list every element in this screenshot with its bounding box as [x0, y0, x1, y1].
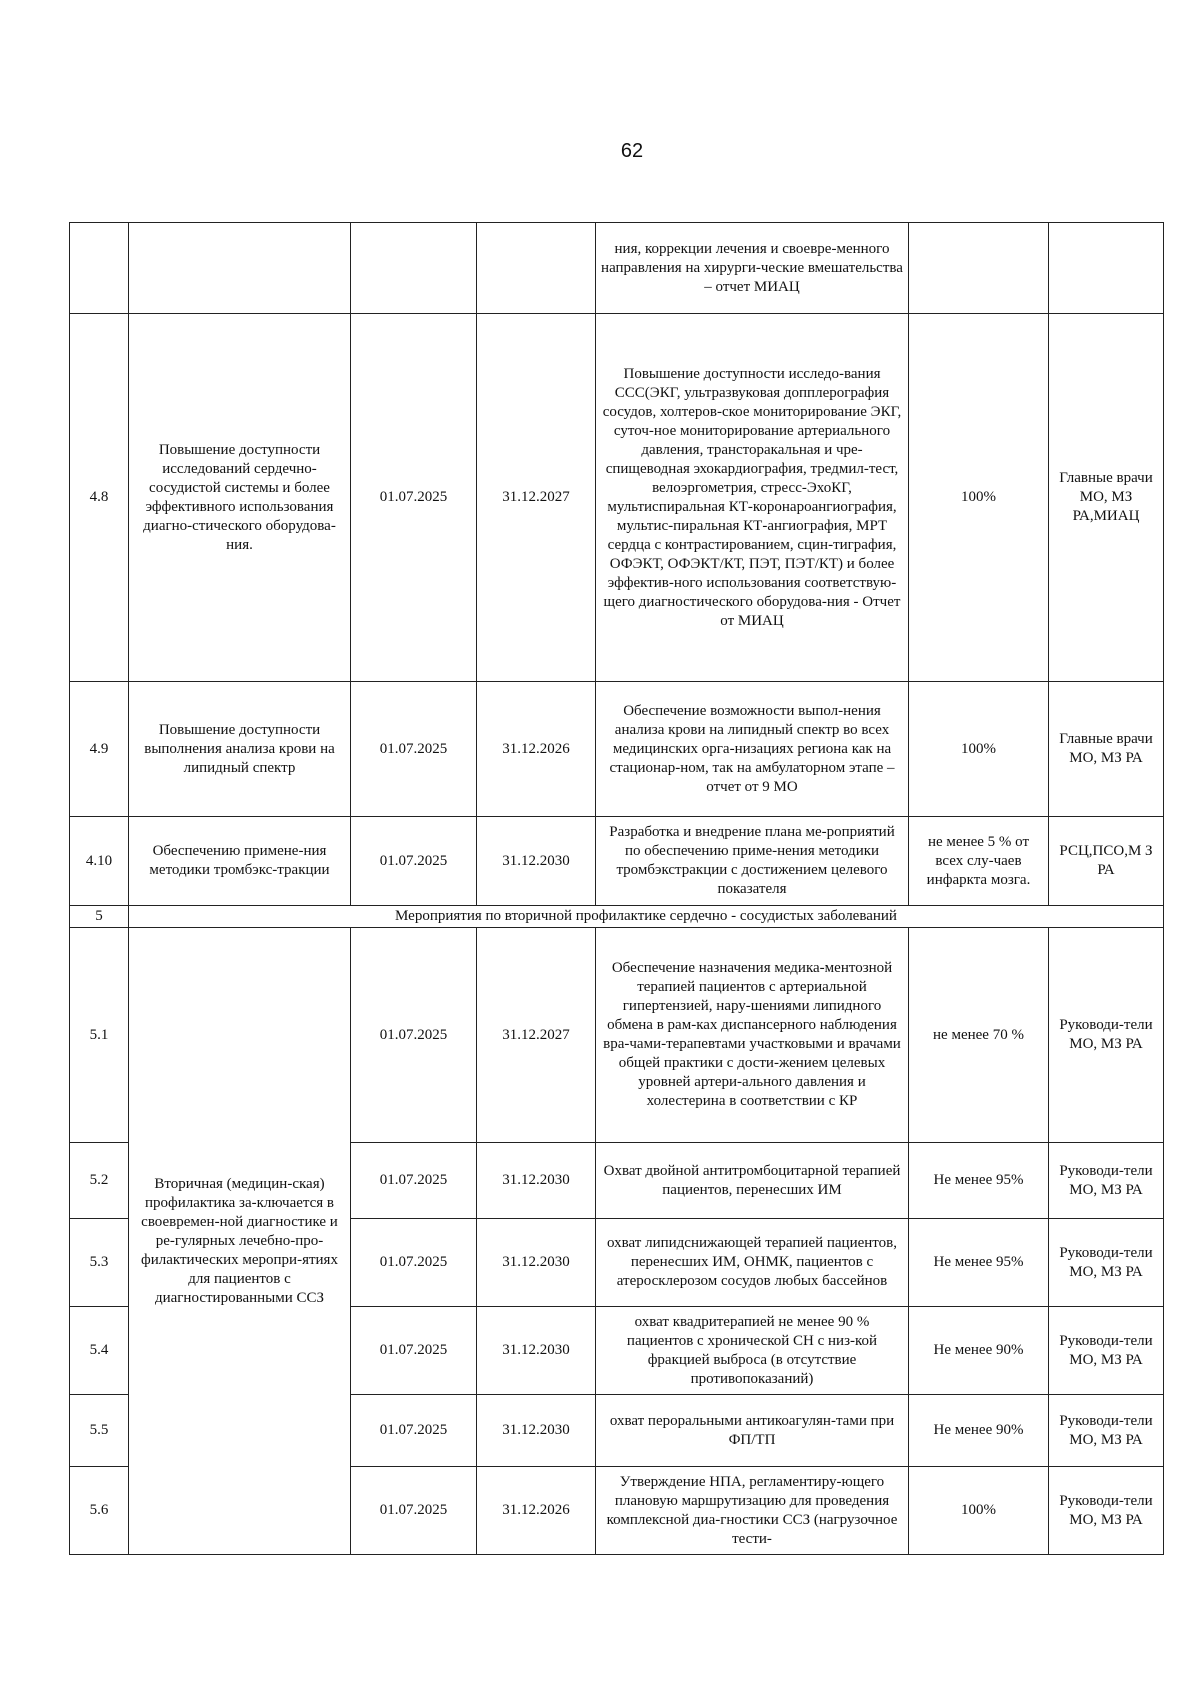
responsible-cell: Руководи-тели МО, МЗ РА	[1049, 1307, 1164, 1395]
indicator-cell: Не менее 90%	[909, 1395, 1049, 1467]
start-date-cell: 01.07.2025	[351, 928, 477, 1143]
result-cell: Разработка и внедрение плана ме-роприятий по обеспечению приме-нения методики тромбэкстракции с достижением целевого показателя	[596, 817, 909, 906]
row-number: 5.2	[70, 1143, 129, 1219]
end-date-cell: 31.12.2030	[477, 1219, 596, 1307]
start-date-cell: 01.07.2025	[351, 1307, 477, 1395]
responsible-cell: Руководи-тели МО, МЗ РА	[1049, 1143, 1164, 1219]
page-number: 62	[620, 140, 644, 162]
end-date-cell: 31.12.2027	[477, 928, 596, 1143]
result-cell: охват квадритерапией не менее 90 % пациентов с хронической СН с низ-кой фракцией выброса (в отсутствие противопоказаний)	[596, 1307, 909, 1395]
end-date-cell: 31.12.2030	[477, 817, 596, 906]
responsible-cell: Главные врачи МО, МЗ РА,МИАЦ	[1049, 314, 1164, 682]
row-number: 5.3	[70, 1219, 129, 1307]
indicator-cell: Не менее 95%	[909, 1143, 1049, 1219]
row-number: 5.5	[70, 1395, 129, 1467]
activity-cell: Обеспечению примене-ния методики тромбэкс-тракции	[129, 817, 351, 906]
table-row-continuation	[70, 223, 1164, 314]
indicator-cell: 100%	[909, 682, 1049, 817]
end-date-cell: 31.12.2026	[477, 1467, 596, 1555]
end-date-cell: 31.12.2026	[477, 682, 596, 817]
activity-cell: Повышение доступности выполнения анализа крови на липидный спектр	[129, 682, 351, 817]
end-date-cell: 31.12.2027	[477, 314, 596, 682]
start-date-cell: 01.07.2025	[351, 1143, 477, 1219]
start-date-cell: 01.07.2025	[351, 1395, 477, 1467]
result-cell: охват пероральными антикоагулян-тами при ФП/ТП	[596, 1395, 909, 1467]
row-number: 4.10	[70, 817, 129, 906]
indicator-cell: 100%	[909, 1467, 1049, 1555]
result-cell: охват липидснижающей терапией пациентов, перенесших ИМ, ОНМК, пациентов с атеросклерозом сосудов любых бассейнов	[596, 1219, 909, 1307]
indicator-cell: 100%	[909, 314, 1049, 682]
row-number: 5.6	[70, 1467, 129, 1555]
activity-cell: Вторичная (медицин-ская) профилактика за-ключается в своевремен-ной диагностике и ре-гулярных лечебно-про-филактических меропри-ятиях для пациентов с диагностированными ССЗ	[129, 928, 351, 1555]
table-row	[70, 682, 1164, 817]
result-cell: Обеспечение назначения медика-ментозной терапией пациентов с артериальной гипертензией, нару-шениями липидного обмена в рам-ках диспансерного наблюдения вра-чами-терапевтами участковыми и врачами общей практики с дости-жением целевых уровней артери-ального давления и холестерина в соответствии с КР	[596, 928, 909, 1143]
section-title: Мероприятия по вторичной профилактике сердечно - сосудистых заболеваний	[129, 906, 1164, 928]
end-date-cell: 31.12.2030	[477, 1143, 596, 1219]
end-date-cell: 31.12.2030	[477, 1395, 596, 1467]
start-date-cell: 01.07.2025	[351, 817, 477, 906]
indicator-cell: не менее 70 %	[909, 928, 1049, 1143]
section-number: 5	[70, 906, 129, 928]
responsible-cell: РСЦ,ПСО,М З РА	[1049, 817, 1164, 906]
result-cell: ния, коррекции лечения и своевре-менного направления на хирурги-ческие вмешательства – отчет МИАЦ	[596, 223, 909, 314]
end-date-cell: 31.12.2030	[477, 1307, 596, 1395]
start-date-cell: 01.07.2025	[351, 1467, 477, 1555]
responsible-cell: Главные врачи МО, МЗ РА	[1049, 682, 1164, 817]
table-row	[70, 928, 1164, 1143]
row-number: 5.1	[70, 928, 129, 1143]
activity-cell: Повышение доступности исследований сердечно-сосудистой системы и более эффективного использования диагно-стического оборудова-ния.	[129, 314, 351, 682]
result-cell: Обеспечение возможности выпол-нения анализа крови на липидный спектр во всех медицинских орга-низациях региона как на стационар-ном, так на амбулаторном этапе – отчет от 9 МО	[596, 682, 909, 817]
start-date-cell: 01.07.2025	[351, 682, 477, 817]
indicator-cell: не менее 5 % от всех слу-чаев инфаркта мозга.	[909, 817, 1049, 906]
start-date-cell: 01.07.2025	[351, 314, 477, 682]
responsible-cell	[1049, 223, 1164, 314]
responsible-cell: Руководи-тели МО, МЗ РА	[1049, 928, 1164, 1143]
result-cell: Повышение доступности исследо-вания ССС(ЭКГ, ультразвуковая допплерография сосудов, холтеров-ское мониторирование ЭКГ, суточ-ное мониторирование артериального давления, трансторакальная и чре-спищеводная эхокардиография, тредмил-тест, велоэргометрия, стресс-ЭхоКГ, мультиспиральная КТ-коронароангиография, мультис-пиральная КТ-ангиография, МРТ сердца с контрастированием, сцин-тиграфия, ОФЭКТ, ОФЭКТ/КТ, ПЭТ, ПЭТ/КТ) и более эффектив-ного использования соответствую-щего диагностического оборудова-ния - Отчет от МИАЦ	[596, 314, 909, 682]
indicator-cell: Не менее 90%	[909, 1307, 1049, 1395]
start-date-cell	[351, 223, 477, 314]
result-cell: Утверждение НПА, регламентиру-ющего плановую маршрутизацию для проведения комплексной диа-гностики ССЗ (нагрузочное тести-	[596, 1467, 909, 1555]
section-header-row	[70, 906, 1164, 928]
row-number: 5.4	[70, 1307, 129, 1395]
start-date-cell: 01.07.2025	[351, 1219, 477, 1307]
responsible-cell: Руководи-тели МО, МЗ РА	[1049, 1219, 1164, 1307]
end-date-cell	[477, 223, 596, 314]
num-cell	[70, 223, 129, 314]
activity-cell	[129, 223, 351, 314]
indicator-cell: Не менее 95%	[909, 1219, 1049, 1307]
result-cell: Охват двойной антитромбоцитарной терапией пациентов, перенесших ИМ	[596, 1143, 909, 1219]
row-number: 4.9	[70, 682, 129, 817]
indicator-cell	[909, 223, 1049, 314]
responsible-cell: Руководи-тели МО, МЗ РА	[1049, 1467, 1164, 1555]
table-row	[70, 817, 1164, 906]
responsible-cell: Руководи-тели МО, МЗ РА	[1049, 1395, 1164, 1467]
activity-plan-table	[69, 222, 1164, 1555]
table-row	[70, 314, 1164, 682]
row-number: 4.8	[70, 314, 129, 682]
